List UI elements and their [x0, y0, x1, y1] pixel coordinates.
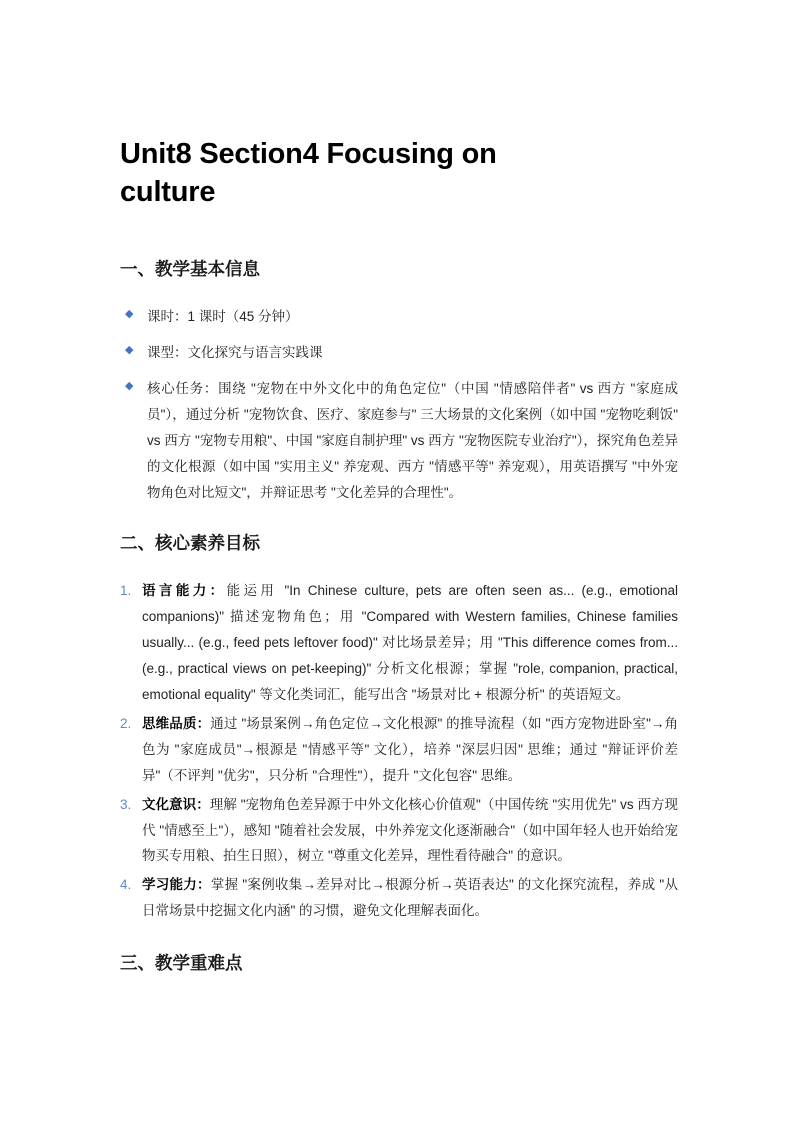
list-item-text: 课时：1 课时（45 分钟） [147, 309, 299, 325]
list-item-label: 学习能力： [142, 877, 211, 893]
section-heading-basic-info: 一、教学基本信息 [120, 258, 260, 279]
bullet-diamond-icon: ◆ [125, 380, 134, 393]
list-number: 4. [120, 877, 132, 893]
spacer [120, 554, 678, 578]
list-number: 2. [120, 715, 132, 731]
spacer [120, 280, 678, 304]
basic-info-list [120, 304, 678, 505]
spacer [120, 927, 678, 952]
page-title: Unit8 Section4 Focusing on culture [120, 138, 497, 209]
list-item [120, 711, 678, 789]
list-item-label: 思维品质： [142, 715, 211, 731]
list-item-text: 能运用 "In Chinese culture, pets are often seen as... (e.g., emotional companions)" 描述宠物角色；用 "Compared with Western families, Chinese families usually... (e.g., feed pets leftover food)" 对比场景差异；用 "This difference comes from... (e.g., practical views on pet-keeping)" 分析文化根源；掌握 "role, companion, practical, emotional equality" 等文化类词汇，能写出含 "场景对比 + 根源分析" 的英语短文。 [142, 583, 679, 702]
list-number: 3. [120, 796, 132, 812]
list-item [120, 578, 678, 708]
list-item [120, 792, 678, 870]
spacer [120, 506, 678, 532]
list-item [120, 340, 678, 366]
list-item [120, 872, 678, 924]
list-item-label: 语言能力： [142, 583, 227, 599]
list-item-text: 通过 "场景案例→角色定位→文化根源" 的推导流程（如 "西方宠物进卧室"→角色为 "家庭成员"→根源是 "情感平等" 文化），培养 "深层归因" 思维；通过 "辩证评价差异"（不评判 "优劣"，只分析 "合理性"），提升 "文化包容" 思维。 [142, 715, 679, 783]
core-literacy-goal-list [120, 578, 678, 924]
bullet-diamond-icon: ◆ [125, 344, 134, 357]
list-number: 1. [120, 583, 132, 599]
spacer [120, 212, 678, 258]
bullet-diamond-icon: ◆ [125, 308, 134, 321]
list-item-text: 核心任务：围绕 "宠物在中外文化中的角色定位"（中国 "情感陪伴者" vs 西方 "家庭成员"），通过分析 "宠物饮食、医疗、家庭参与" 三大场景的文化案例（如中国 "宠物吃剩饭" vs 西方 "宠物专用粮"、中国 "家庭自制护理" vs 西方 "宠物医院专业治疗"），探究角色差异的文化根源（如中国 "实用主义" 养宠观、西方 "情感平等" 养宠观），用英语撰写 "中外宠物角色对比短文"，并辩证思考 "文化差异的合理性"。 [147, 381, 678, 500]
list-item-text: 理解 "宠物角色差异源于中外文化核心价值观"（中国传统 "实用优先" vs 西方现代 "情感至上"），感知 "随着社会发展，中外养宠文化逐渐融合"（如中国年轻人也开始给宠物买专用粮、拍生日照），树立 "尊重文化差异，理性看待融合" 的意识。 [142, 796, 679, 864]
list-item-text: 课型：文化探究与语言实践课 [147, 345, 323, 361]
list-item-text: 掌握 "案例收集→差异对比→根源分析→英语表达" 的文化探究流程，养成 "从日常场景中挖掘文化内涵" 的习惯，避免文化理解表面化。 [142, 877, 678, 919]
section-heading-key-difficult-points: 三、教学重难点 [120, 953, 243, 974]
list-item [120, 376, 678, 506]
list-item [120, 304, 678, 330]
section-heading-core-literacy-goals: 二、核心素养目标 [120, 532, 260, 553]
list-item-label: 文化意识： [142, 796, 210, 812]
